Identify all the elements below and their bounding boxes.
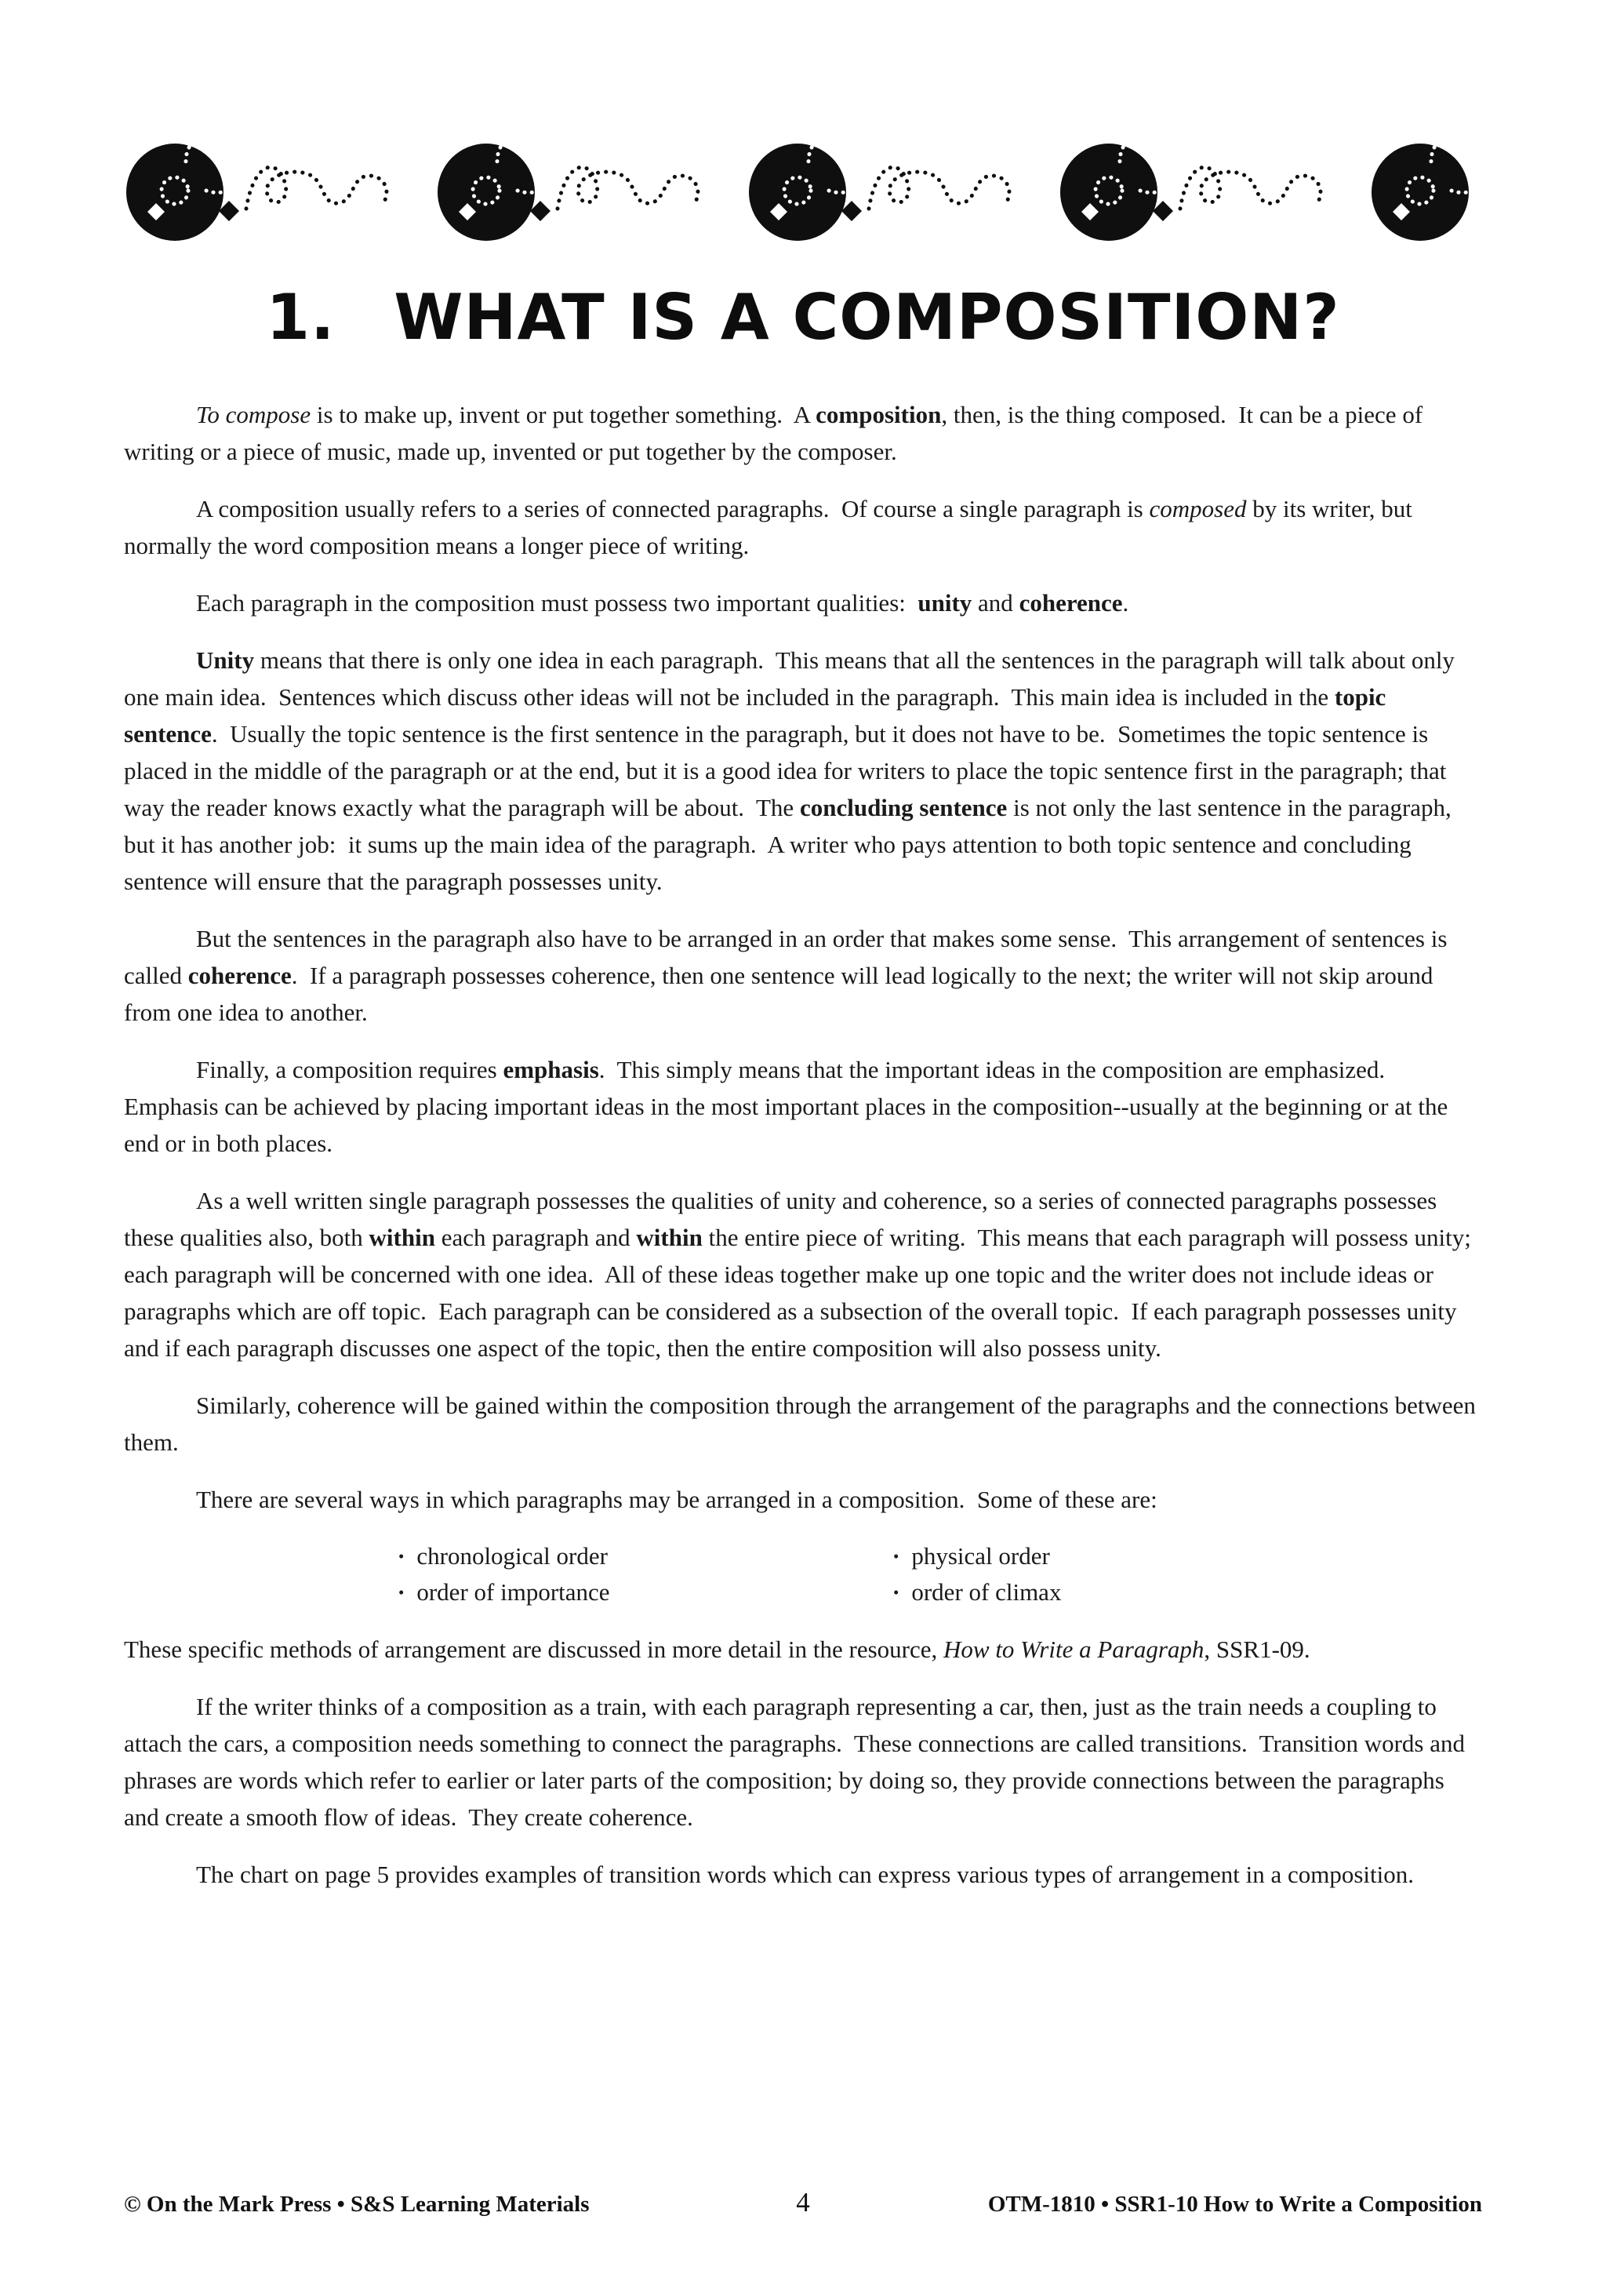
spiral-medallion-icon (749, 133, 871, 241)
paragraph: A composition usually refers to a series of connected paragraphs. Of course a single paragraph is composed by its writer, but normally the word composition means a longer piece of writing. (124, 495, 1419, 559)
bullet-icon: • (398, 1583, 405, 1602)
dotted-scroll-icon (841, 167, 1009, 221)
list-item (398, 1538, 893, 1574)
paragraph: The chart on page 5 provides examples of transition words which can express various types of arrangement in a composition. (196, 1861, 1415, 1888)
paragraphs-top (124, 396, 1482, 1518)
footer-publisher: © On the Mark Press • S&S Learning Materials (124, 2192, 590, 2217)
arrangement-list (398, 1538, 1482, 1610)
ornament-border (124, 133, 1482, 251)
paragraph: But the sentences in the paragraph also have to be arranged in an order that makes some sense. This arrangement of sentences is called coherence. If a paragraph possesses coherence, then one sentence will lead logically to the next; the writer will not skip around from one idea to another. (124, 925, 1454, 1026)
footer-resource-id: OTM-1810 • SSR1-10 How to Write a Composition (987, 2192, 1482, 2217)
paragraph: These specific methods of arrangement are discussed in more detail in the resource, How to Write a Paragraph, SSR1-09. (124, 1636, 1310, 1663)
list-item-label: order of importance (416, 1578, 610, 1606)
list-item-label: order of climax (911, 1578, 1062, 1606)
page-footer (124, 2187, 1482, 2218)
page-title (124, 281, 1482, 354)
page-title-number: 1. (266, 281, 336, 354)
paragraph: As a well written single paragraph possesses the qualities of unity and coherence, so a series of connected paragraphs possesses these qualities also, both within each paragraph and within the entire piece of writing. This means that each paragraph will possess unity; each paragraph will be concerned with one idea. All of these ideas together make up one topic and the writer does not include ideas or paragraphs which are off topic. Each paragraph can be considered as a subsection of the overall topic. If each paragraph possesses unity and if each paragraph discusses one aspect of the topic, then the entire composition will also possess unity. (124, 1187, 1477, 1362)
paragraph: There are several ways in which paragraphs may be arranged in a composition. Some of these are: (196, 1486, 1157, 1513)
spiral-medallion-icon (1060, 133, 1183, 241)
list-item (893, 1574, 1388, 1610)
paragraph: Similarly, coherence will be gained within the composition through the arrangement of the paragraphs and the connections between them. (124, 1392, 1482, 1456)
paragraph: Each paragraph in the composition must possess two important qualities: unity and coherence. (196, 589, 1129, 617)
bullet-icon: • (893, 1547, 899, 1566)
spiral-medallion-icon (1372, 133, 1482, 241)
paragraph: To compose is to make up, invent or put together something. A composition, then, is the thing composed. It can be a piece of writing or a piece of music, made up, invented or put together by the composer. (124, 401, 1429, 465)
paragraphs-bottom (124, 1631, 1482, 1893)
dotted-scroll-icon (530, 167, 698, 221)
footer-page-number: 4 (796, 2187, 810, 2218)
spiral-medallion-icon (438, 133, 560, 241)
spiral-medallion-icon (126, 133, 249, 241)
dotted-scroll-icon (1153, 167, 1321, 221)
paragraph: If the writer thinks of a composition as a train, with each paragraph representing a car, then, just as the train needs a coupling to attach the cars, a composition needs something to connect the paragraphs. These connections are called transitions. Transition words and phrases are words which refer to earlier or later parts of the composition; by doing so, they provide connections between the paragraphs and create a smooth flow of ideas. They create coherence. (124, 1693, 1471, 1831)
paragraph: Finally, a composition requires emphasis. This simply means that the important ideas in the composition are emphasized. Emphasis can be achieved by placing important ideas in the most important places in the composition--usually at the beginning or at the end or in both places. (124, 1056, 1454, 1157)
arrangement-column (398, 1538, 893, 1610)
bullet-icon: • (893, 1583, 899, 1602)
list-item-label: chronological order (416, 1542, 608, 1570)
paragraph: Unity means that there is only one idea in each paragraph. This means that all the sentences in the paragraph will talk about only one main idea. Sentences which discuss other ideas will not be included in the paragraph. This main idea is included in the topic sentence. Usually the topic sentence is the first sentence in the paragraph, but it does not have to be. Sometimes the topic sentence is placed in the middle of the paragraph or at the end, but it is a good idea for writers to place the topic sentence first in the paragraph; that way the reader knows exactly what the paragraph will be about. The concluding sentence is not only the last sentence in the paragraph, but it has another job: it sums up the main idea of the paragraph. A writer who pays attention to both topic sentence and concluding sentence will ensure that the paragraph possesses unity. (124, 646, 1461, 895)
dotted-scroll-icon (219, 167, 387, 221)
list-item-label: physical order (911, 1542, 1050, 1570)
bullet-icon: • (398, 1547, 405, 1566)
list-item (398, 1574, 893, 1610)
arrangement-column (893, 1538, 1388, 1610)
list-item (893, 1538, 1388, 1574)
page-title-text: WHAT IS A COMPOSITION? (394, 281, 1340, 354)
